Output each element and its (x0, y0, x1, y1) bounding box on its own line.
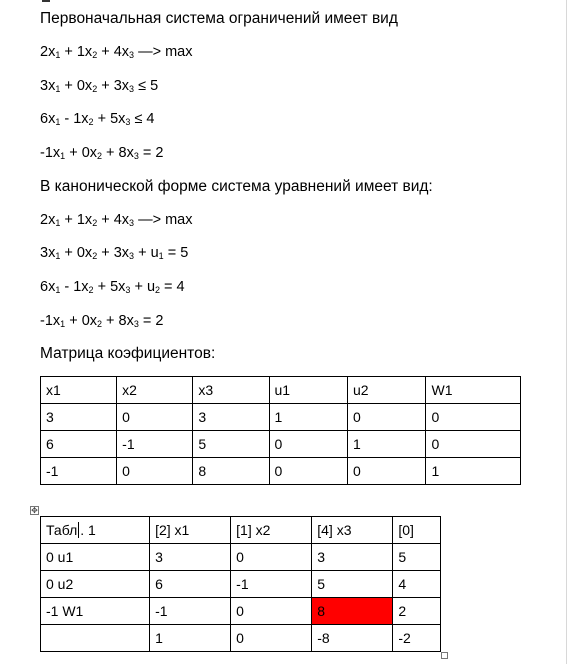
equation (40, 211, 192, 229)
table-cell[interactable]: 0 u1 (41, 544, 150, 571)
equation-term: - 1x (60, 111, 89, 127)
equation-term: + 1x (60, 44, 93, 60)
equation-term: 2x (40, 44, 56, 60)
move-cross-icon: ✥ (31, 506, 38, 515)
table-row (41, 598, 441, 625)
equation-term: + 0x (65, 313, 98, 329)
table-cell[interactable]: 0 (117, 404, 193, 431)
table-cell[interactable]: -1 (117, 431, 193, 458)
equation-term: = 4 (160, 279, 185, 295)
table-cell[interactable]: 1 (426, 458, 521, 485)
subscript-index: 3 (129, 218, 135, 228)
subscript-index: 2 (97, 319, 103, 329)
equation-term: 2x (40, 212, 56, 228)
table-cell[interactable]: 0 u2 (41, 571, 150, 598)
subscript-index: 2 (92, 218, 98, 228)
table-header-row (41, 377, 521, 404)
equation-term: + 5x (93, 111, 126, 127)
table-cell[interactable]: 1 (269, 404, 347, 431)
equation-term: + 3x (97, 245, 130, 261)
subscript-index: 1 (55, 251, 61, 261)
table-header-cell[interactable]: x1 (41, 377, 117, 404)
subscript-index: 2 (88, 285, 94, 295)
table-cell[interactable]: 3 (41, 404, 117, 431)
table-cell[interactable]: 0 (348, 458, 426, 485)
table-header-cell[interactable]: [0] (393, 517, 441, 544)
subscript-index: 3 (125, 117, 131, 127)
table-cell[interactable]: 0 (231, 544, 312, 571)
table-header-cell[interactable]: u2 (348, 377, 426, 404)
subscript-index: 3 (125, 285, 131, 295)
table-cell[interactable]: 0 (426, 404, 521, 431)
equation (40, 77, 158, 95)
table-cell[interactable]: -1 W1 (41, 598, 150, 625)
table-header-cell[interactable]: [2] x1 (150, 517, 231, 544)
table-cell[interactable]: 1 (150, 625, 231, 652)
table-cell[interactable]: 0 (426, 431, 521, 458)
header-label-start: Табл (46, 522, 78, 538)
equation (40, 144, 163, 162)
subscript-index: 2 (92, 84, 98, 94)
table-row (41, 431, 521, 458)
equation-term: + 5x (93, 279, 126, 295)
table-cell[interactable]: 6 (150, 571, 231, 598)
table-cell[interactable]: -8 (312, 625, 393, 652)
page-edge (566, 0, 567, 664)
table-cell[interactable]: 0 (231, 625, 312, 652)
equation (40, 244, 188, 262)
equation-term: + 3x (97, 78, 130, 94)
equation-term: + 0x (60, 78, 93, 94)
equation-term: = 2 (138, 145, 164, 161)
subscript-index: 2 (92, 251, 98, 261)
subscript-index: 1 (158, 251, 164, 261)
table-row (41, 544, 441, 571)
simplex-table (40, 516, 441, 652)
equation-term: + u (130, 279, 156, 295)
table-header-row (41, 517, 441, 544)
table-header-cell[interactable] (41, 517, 150, 544)
equation-term: ≤ 5 (134, 78, 159, 94)
table-header-cell[interactable]: u1 (269, 377, 347, 404)
header-label-end: . 1 (80, 522, 96, 538)
table-cell[interactable]: 1 (348, 431, 426, 458)
subscript-index: 1 (55, 84, 61, 94)
equation-term: 6x (40, 279, 56, 295)
table-header-cell[interactable]: [1] x2 (231, 517, 312, 544)
table-cell[interactable]: 8 (193, 458, 269, 485)
equation-term: + 8x (102, 145, 134, 161)
equation-term: —> max (134, 212, 193, 228)
table-cell[interactable]: 0 (117, 458, 193, 485)
table-cell[interactable]: 3 (150, 544, 231, 571)
equation-term: + 8x (102, 313, 134, 329)
heading-coef-matrix: Матрица коэфициентов: (40, 345, 216, 362)
equation-term: + 4x (97, 212, 130, 228)
equation-term: —> max (134, 44, 193, 60)
heading-canonical-form: В канонической форме система уравнений имеет вид: (40, 178, 433, 195)
subscript-index: 3 (129, 251, 135, 261)
subscript-index: 3 (129, 50, 135, 60)
table-cell[interactable] (41, 625, 150, 652)
table-cell[interactable]: 5 (312, 571, 393, 598)
resize-handle-icon[interactable] (441, 652, 448, 659)
table-cell[interactable]: 2 (393, 598, 441, 625)
subscript-index: 1 (55, 50, 61, 60)
table-row (41, 458, 521, 485)
table-cell[interactable]: 0 (269, 431, 347, 458)
equation-term: = 5 (163, 245, 189, 261)
equation-term: + u (134, 245, 159, 261)
table-header-cell[interactable]: W1 (426, 377, 521, 404)
table-cell[interactable]: 0 (348, 404, 426, 431)
table-cell[interactable]: -2 (393, 625, 441, 652)
table-cell[interactable]: 5 (193, 431, 269, 458)
equation-term: - 1x (60, 279, 89, 295)
table-cell[interactable]: 5 (393, 544, 441, 571)
table-move-handle[interactable] (30, 506, 39, 515)
equation-term: + 0x (65, 145, 98, 161)
subscript-index: 1 (55, 285, 61, 295)
table-cell[interactable]: 3 (312, 544, 393, 571)
subscript-index: 2 (155, 285, 161, 295)
equation-term: 6x (40, 111, 56, 127)
subscript-index: 1 (60, 319, 66, 329)
equation-term: 3x (40, 78, 56, 94)
table-cell[interactable]: -1 (41, 458, 117, 485)
table-header-cell[interactable]: [4] x3 (312, 517, 393, 544)
subscript-index: 2 (97, 151, 103, 161)
equation-term: -1x (40, 313, 61, 329)
equation-term: + 0x (60, 245, 93, 261)
table-row (41, 404, 521, 431)
table-cell[interactable]: -1 (150, 598, 231, 625)
subscript-index: 1 (60, 151, 66, 161)
table-cell[interactable]: 0 (231, 598, 312, 625)
equation (40, 43, 192, 61)
table-cell[interactable]: 3 (193, 404, 269, 431)
equation (40, 312, 163, 330)
equation-term: = 2 (138, 313, 164, 329)
coefficient-table (40, 376, 521, 485)
subscript-index: 1 (55, 218, 61, 228)
subscript-index: 3 (133, 151, 139, 161)
subscript-index: 3 (129, 84, 135, 94)
table-header-cell[interactable]: x3 (193, 377, 269, 404)
table-cell[interactable]: 0 (269, 458, 347, 485)
subscript-index: 3 (133, 319, 139, 329)
table-cell[interactable]: 6 (41, 431, 117, 458)
equation-term: 3x (40, 245, 56, 261)
table-row (41, 625, 441, 652)
equation-term: + 4x (97, 44, 130, 60)
table-cell[interactable]: 4 (393, 571, 441, 598)
table-row (41, 571, 441, 598)
heading-original-system: Первоначальная система ограничений имеет вид (40, 10, 398, 27)
equation (40, 278, 185, 296)
equation (40, 110, 155, 128)
subscript-index: 1 (55, 117, 61, 127)
equation-term: + 1x (60, 212, 93, 228)
equation-term: ≤ 4 (130, 111, 155, 127)
equation-term: -1x (40, 145, 61, 161)
subscript-index: 2 (88, 117, 94, 127)
pivot-cell[interactable]: 8 (312, 598, 393, 625)
table-header-cell[interactable]: x2 (117, 377, 193, 404)
subscript-index: 2 (92, 50, 98, 60)
top-mark (42, 0, 50, 2)
table-cell[interactable]: -1 (231, 571, 312, 598)
